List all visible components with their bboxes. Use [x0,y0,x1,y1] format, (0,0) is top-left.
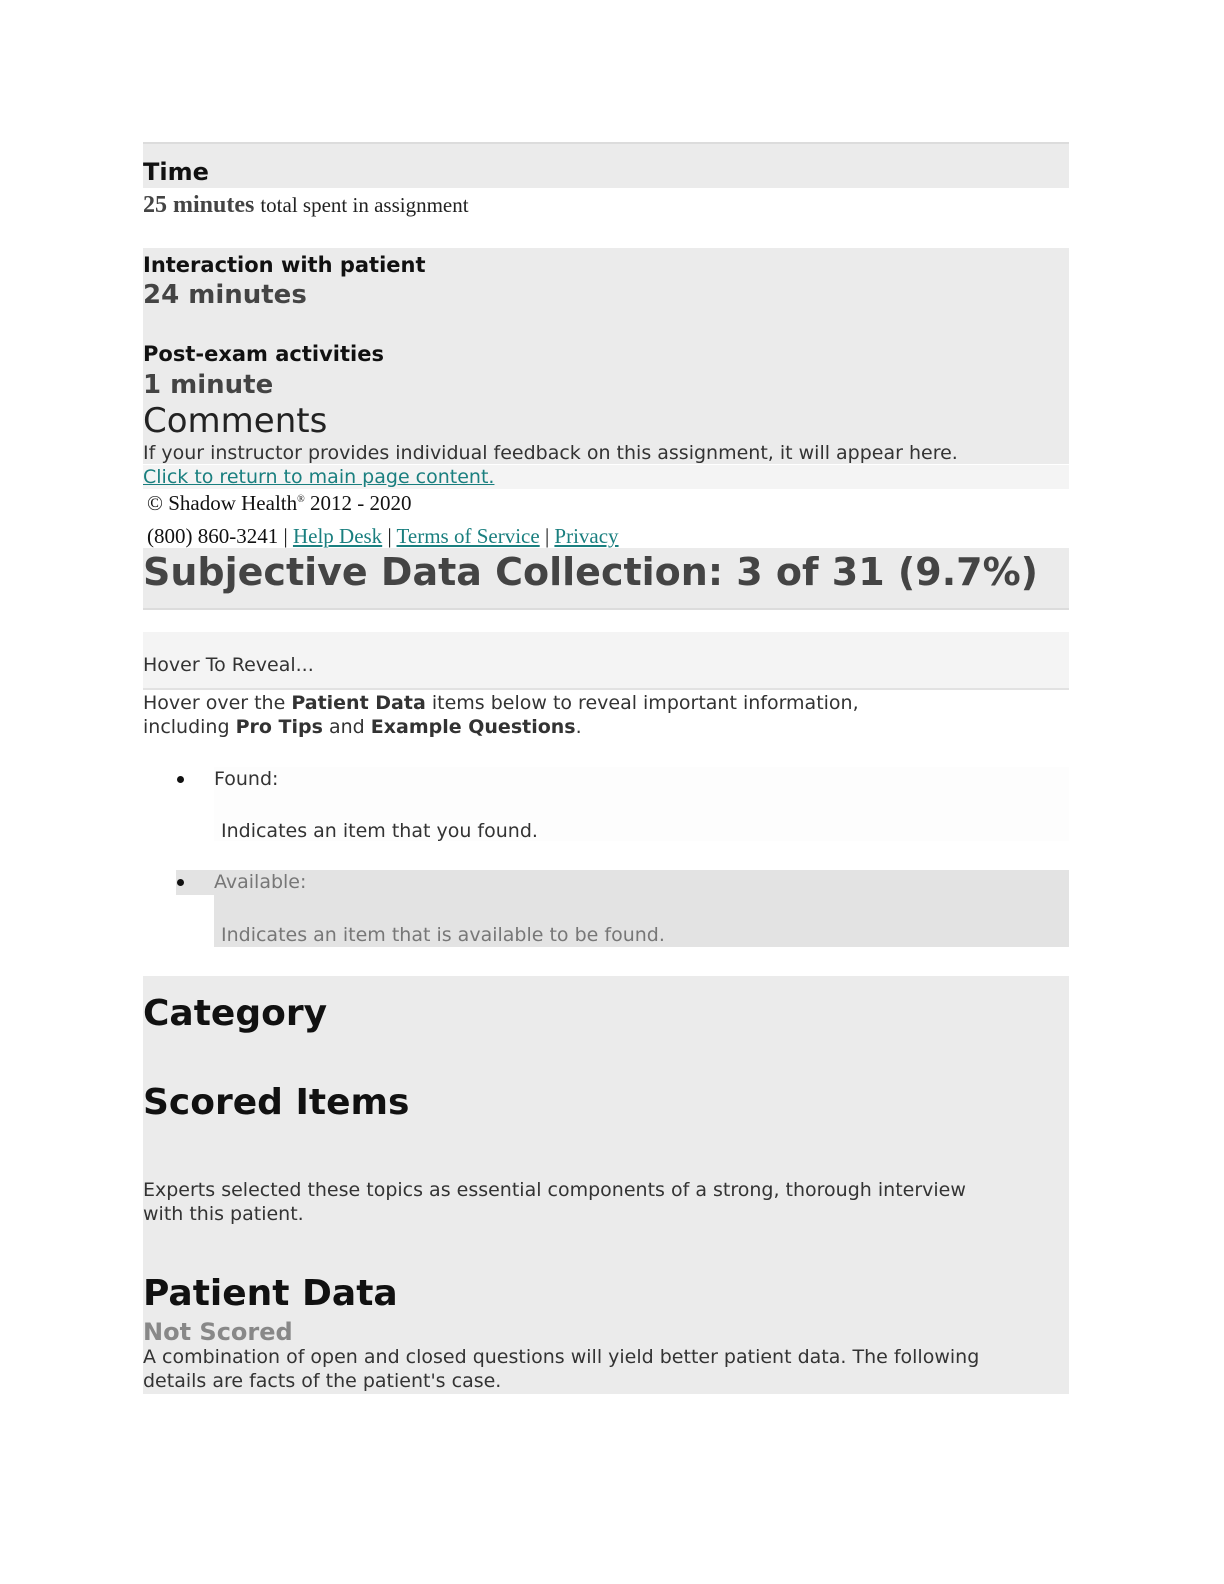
comments-text: If your instructor provides individual feedback on this assignment, it will appear here. [143,442,958,464]
post-exam-value: 1 minute [143,370,274,400]
patient-description-line-1: A combination of open and closed questions will yield better patient data. The following [143,1346,980,1368]
legend-found-description: Indicates an item that you found. [221,820,538,842]
intro-text: and [328,716,365,738]
total-time-suffix: total spent in assignment [260,193,469,217]
comments-heading: Comments [143,401,328,441]
interaction-value: 24 minutes [143,280,307,310]
hover-intro-line-2 [143,718,582,737]
intro-period: . [575,716,582,738]
bullet-dot [177,879,184,886]
privacy-link[interactable]: Privacy [554,524,619,548]
intro-text: including [143,716,230,738]
patient-description-line-2: details are facts of the patient's case. [143,1370,502,1392]
return-to-main-link[interactable]: Click to return to main page content. [143,466,495,488]
legend-available-label: Available: [214,871,307,893]
time-header-band [143,142,1069,188]
separator: | [544,524,550,548]
subjective-title: Subjective Data Collection: 3 of 31 (9.7%) [143,550,1039,594]
separator: | [283,524,288,548]
legend-found-label: Found: [214,768,279,790]
scored-description-line-1: Experts selected these topics as essential components of a strong, thorough interview [143,1179,966,1201]
footer-contact-line [147,526,619,547]
intro-bold-patient-data: Patient Data [291,692,426,714]
intro-bold-example-questions: Example Questions [370,716,576,738]
patient-data-heading: Patient Data [143,1273,398,1314]
scored-description-line-2: with this patient. [143,1203,304,1225]
registered-mark: ® [297,494,305,505]
hover-panel-title: Hover To Reveal... [143,654,314,676]
phone-number: (800) 860-3241 [147,524,279,548]
copyright-years: 2012 - 2020 [309,491,412,515]
intro-text: Hover over the [143,692,286,714]
not-scored-label: Not Scored [143,1318,293,1346]
legend-available-description: Indicates an item that is available to be found. [221,924,665,946]
interaction-label: Interaction with patient [143,253,426,277]
scored-items-heading: Scored Items [143,1082,410,1123]
hover-intro-line-1 [143,694,859,713]
terms-of-service-link[interactable]: Terms of Service [396,524,540,548]
post-exam-label: Post-exam activities [143,342,384,366]
bullet-dot [177,776,184,783]
category-heading: Category [143,993,328,1034]
help-desk-link[interactable]: Help Desk [292,524,383,548]
company-name: Shadow Health [168,491,298,515]
separator: | [387,524,392,548]
intro-text: items below to reveal important information, [431,692,859,714]
copyright-line [147,493,411,514]
total-time [143,193,469,217]
intro-bold-pro-tips: Pro Tips [235,716,323,738]
copyright-symbol: © [147,491,163,515]
time-heading: Time [143,158,209,186]
total-time-value: 25 minutes [143,192,255,218]
